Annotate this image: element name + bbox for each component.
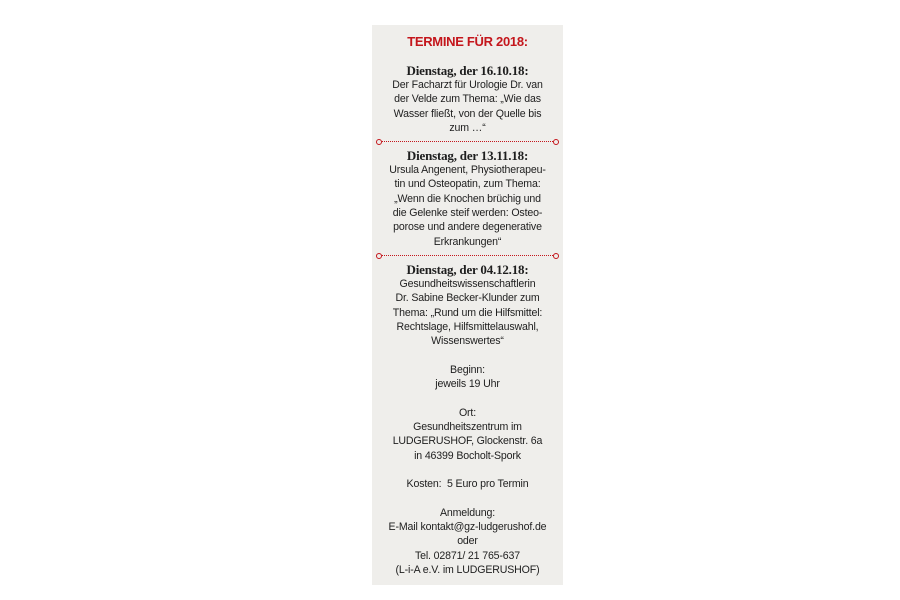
beginn-label: Beginn:: [450, 363, 485, 376]
event-description: [376, 163, 559, 249]
event-description-line: „Wenn die Knochen brüchig und: [394, 192, 541, 205]
registration-email: E-Mail kontakt@gz-ludgerushof.de: [388, 521, 547, 534]
dotted-separator: [380, 255, 555, 256]
event-3: [376, 262, 559, 348]
event-description-line: die Gelenke steif werden: Osteo-: [392, 207, 543, 220]
location-line: LUDGERUSHOF, Glockenstr. 6a: [392, 435, 543, 448]
separator-dot-icon: [553, 139, 559, 145]
event-description-line: Wasser fließt, von der Quelle bis: [393, 107, 542, 120]
registration-organization: (L-i-A e.V. im LUDGERUSHOF): [395, 563, 540, 576]
separator-dot-icon: [553, 253, 559, 259]
event-description-line: Dr. Sabine Becker-Klunder zum: [395, 292, 540, 305]
cost-text: Kosten: 5 Euro pro Termin: [406, 478, 529, 491]
separator-dot-icon: [376, 139, 382, 145]
event-1: [376, 63, 559, 135]
event-description-line: Gesundheitswissenschaftlerin: [399, 277, 536, 290]
event-description-line: porose und andere degenerative: [393, 221, 542, 234]
separator-dot-icon: [376, 253, 382, 259]
event-description-line: Rechtslage, Hilfsmittelauswahl,: [396, 320, 539, 333]
registration-phone: Tel. 02871/ 21 765-637: [414, 549, 521, 562]
event-date: Dienstag, der 04.12.18:: [406, 261, 529, 277]
schedule-heading: TERMINE FÜR 2018:: [407, 34, 528, 49]
event-description-line: tin und Osteopatin, zum Thema:: [394, 178, 541, 191]
event-description-line: Thema: „Rund um die Hilfsmittel:: [392, 306, 543, 319]
dotted-separator: [380, 141, 555, 142]
event-description: [376, 277, 559, 348]
location-line: Gesundheitszentrum im: [413, 420, 522, 433]
event-description: [376, 78, 559, 135]
beginn-value: jeweils 19 Uhr: [435, 378, 500, 391]
location-line: in 46399 Bocholt-Spork: [414, 449, 521, 462]
event-details: [376, 348, 559, 577]
event-description-line: der Velde zum Thema: „Wie das: [394, 93, 541, 106]
event-date: Dienstag, der 13.11.18:: [406, 148, 529, 164]
registration-label: Anmeldung:: [439, 506, 496, 519]
event-description-line: Wissenswertes“: [431, 335, 504, 348]
event-schedule-box: [372, 25, 563, 585]
event-2: [376, 148, 559, 249]
event-description-line: zum …“: [449, 121, 486, 134]
registration-or: oder: [457, 535, 478, 548]
event-date: Dienstag, der 16.10.18:: [406, 63, 529, 78]
event-description-line: Erkrankungen“: [433, 235, 502, 248]
location-label: Ort:: [458, 406, 477, 419]
event-description-line: Ursula Angenent, Physiotherapeu-: [389, 164, 546, 177]
event-description-line: Der Facharzt für Urologie Dr. van: [392, 79, 543, 91]
